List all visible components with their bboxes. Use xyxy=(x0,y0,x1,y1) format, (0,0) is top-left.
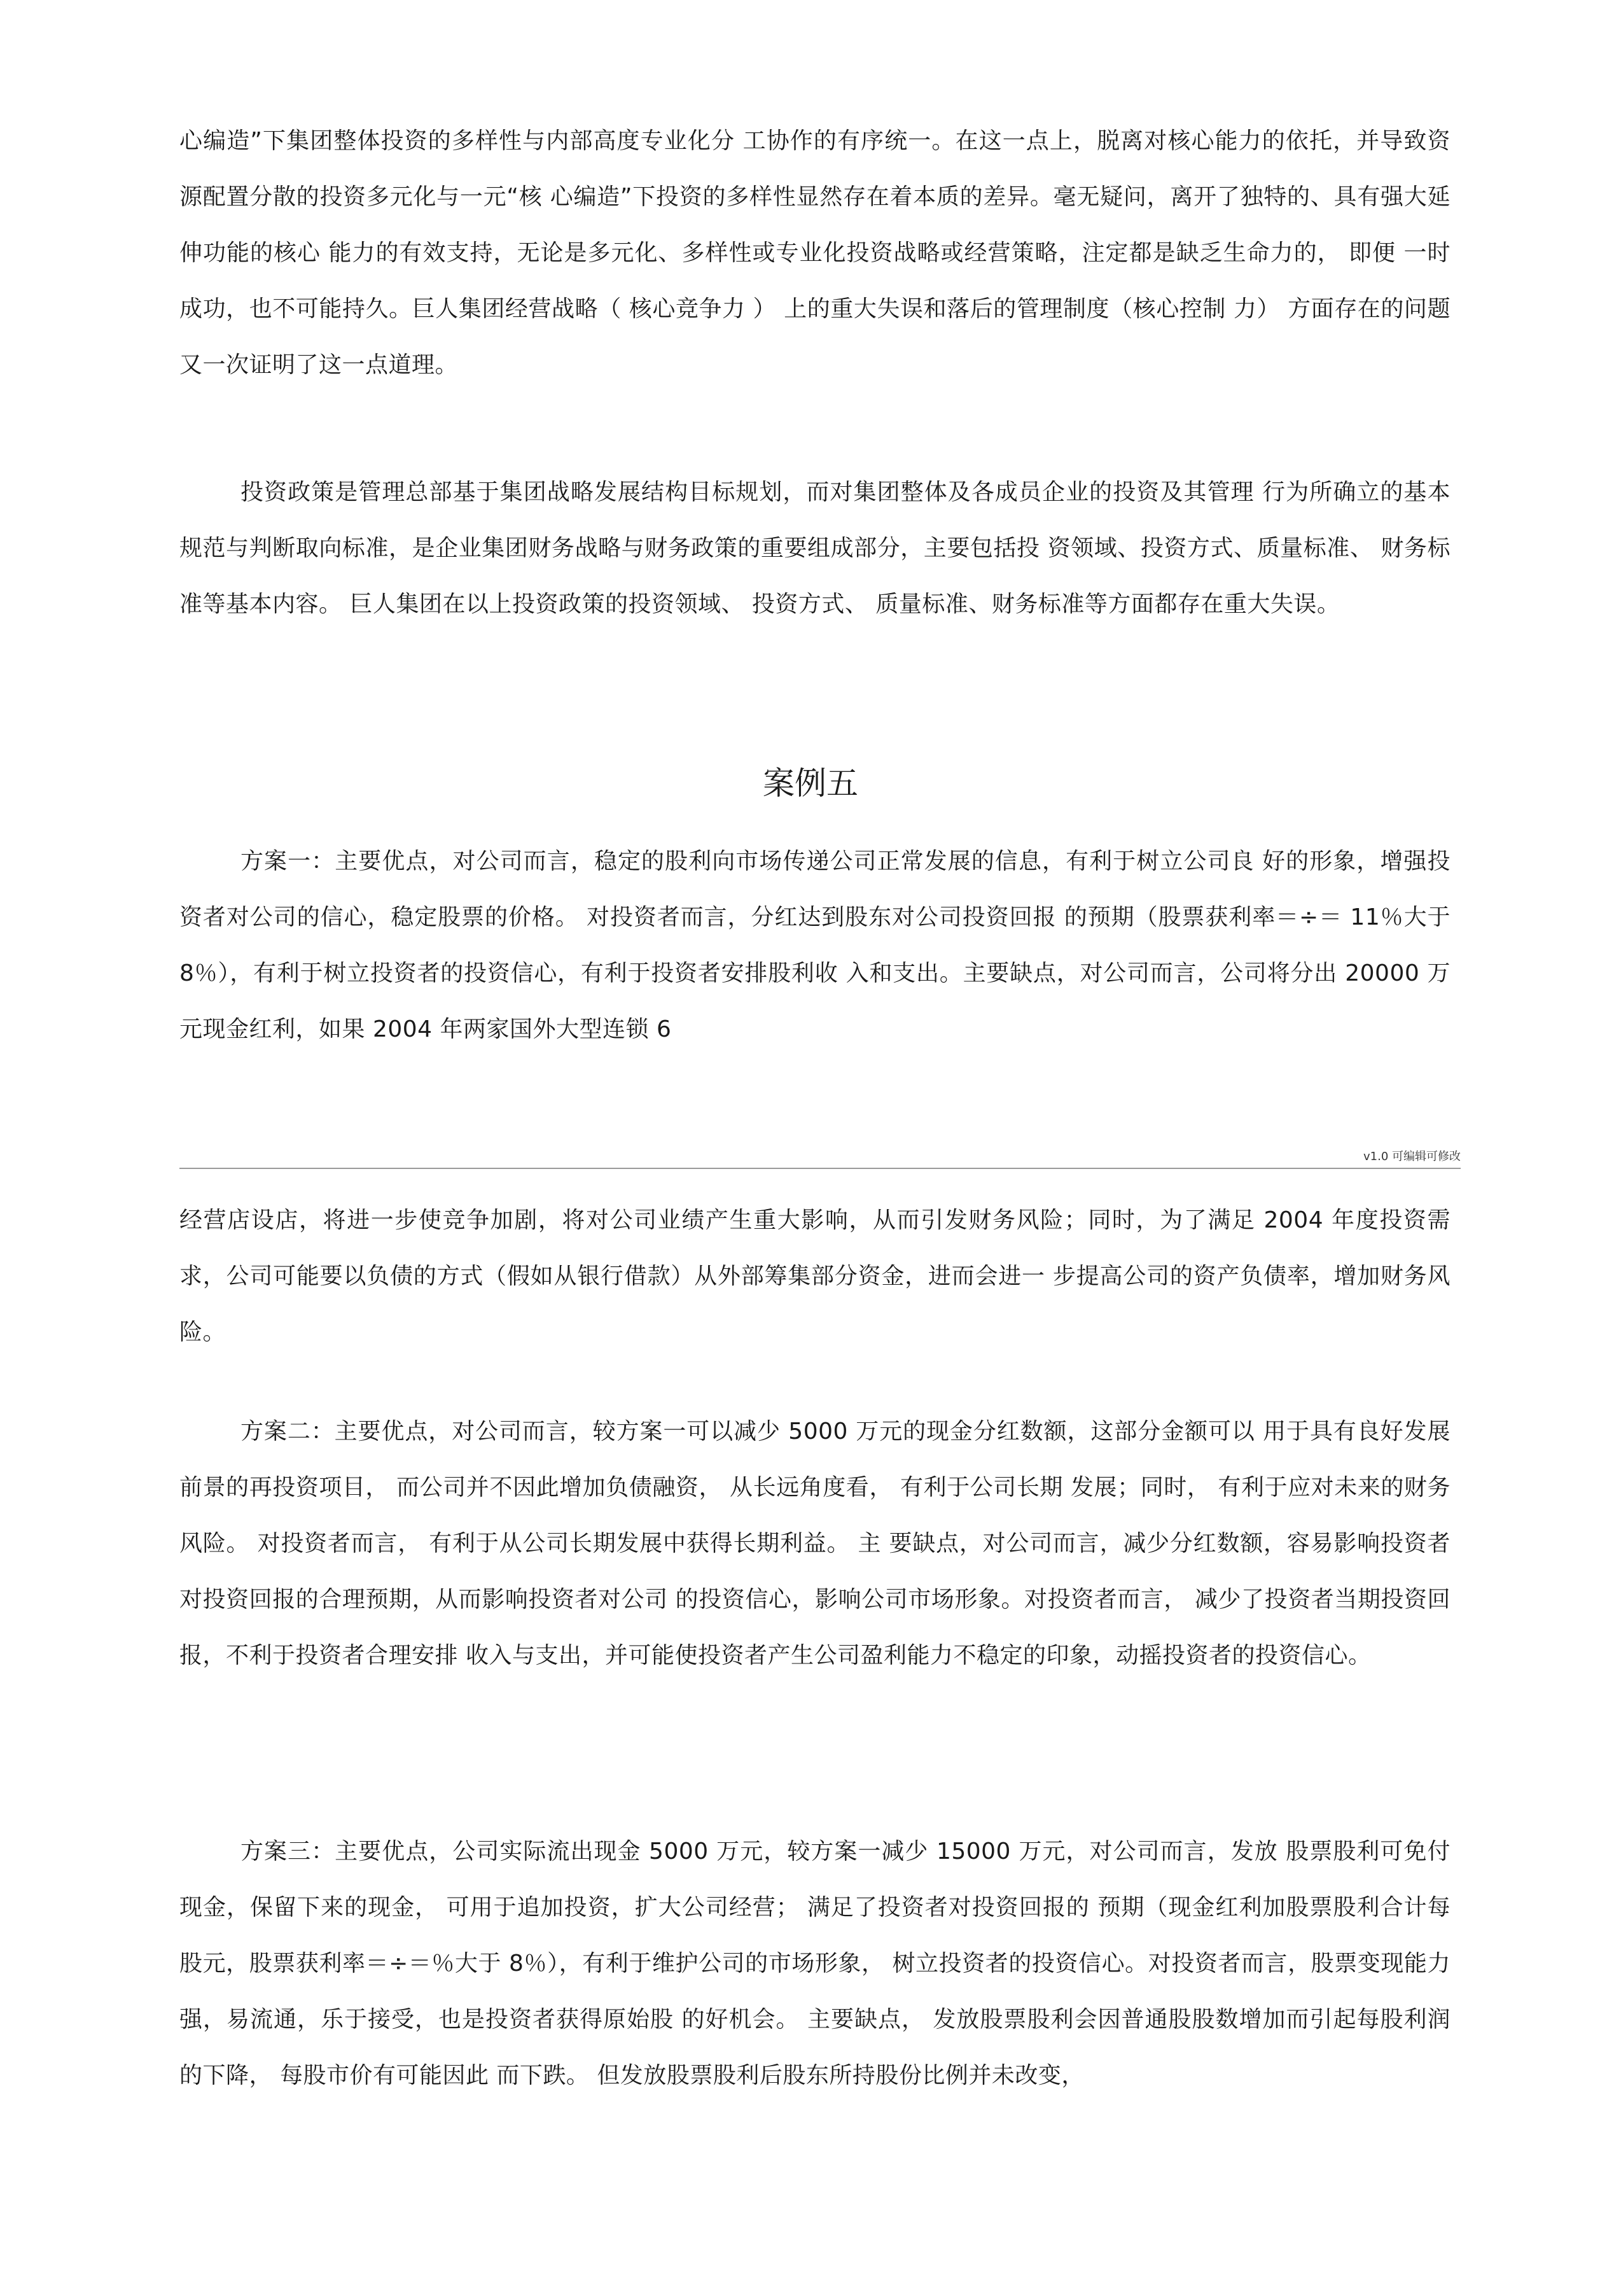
footer-version-note: v1.0 可编辑可修改 xyxy=(1363,1150,1461,1163)
paragraph-plan-three: 方案三：主要优点，公司实际流出现金 5000 万元，较方案一减少 15000 万元，对公司而言，发放 股票股利可免付现金，保留下来的现金， 可用于追加投资，扩大公司经营； 满足了投资者对投资回报的 预期（现金红利加股票股利合计每股元，股票获利率＝÷＝％大于 8％），有利于维护公司的市场形象， 树立投资者的投资信心。对投资者而言，股票变现能力强，易流通，乐于接受，也是投资者获得原始股 的好机会。 主要缺点， 发放股票股利会因普通股股数增加而引起每股利润的下降， 每股市价有可能因此 而下跌。 但发放股票股利后股东所持股份比例并未改变， xyxy=(179,1838,1451,2089)
paragraph-plan-one: 方案一：主要优点，对公司而言，稳定的股利向市场传递公司正常发展的信息，有利于树立公司良 好的形象，增强投资者对公司的信心，稳定股票的价格。 对投资者而言，分红达到股东对公司投资回报 的预期（股票获利率＝÷＝ 11％大于 8％），有利于树立投资者的投资信心，有利于投资者安排股利收 入和支出。主要缺点，对公司而言，公司将分出 20000 万元现金红利，如果 2004 年两家国外大型连锁 6 xyxy=(179,848,1451,1042)
paragraph-investment-policy: 投资政策是管理总部基于集团战略发展结构目标规划，而对集团整体及各成员企业的投资及其管理 行为所确立的基本规范与判断取向标准，是企业集团财务战略与财务政策的重要组成部分，主要包括投 资领域、投资方式、质量标准、 财务标准等基本内容。 巨人集团在以上投资政策的投资领域、 投资方式、 质量标准、财务标准等方面都存在重大失误。 xyxy=(179,479,1451,617)
paragraph-plan-two: 方案二：主要优点，对公司而言，较方案一可以减少 5000 万元的现金分红数额，这部分金额可以 用于具有良好发展前景的再投资项目， 而公司并不因此增加负债融资， 从长远角度看， 有利于公司长期 发展；同时， 有利于应对未来的财务风险。 对投资者而言， 有利于从公司长期发展中获得长期利益。 主 要缺点，对公司而言，减少分红数额，容易影响投资者对投资回报的合理预期，从而影响投资者对公司 的投资信心，影响公司市场形象。对投资者而言， 减少了投资者当期投资回报，不利于投资者合理安排 收入与支出，并可能使投资者产生公司盈利能力不稳定的印象，动摇投资者的投资信心。 xyxy=(179,1418,1451,1669)
footer-divider xyxy=(179,1168,1461,1169)
paragraph-continued-risk: 经营店设店，将进一步使竞争加剧，将对公司业绩产生重大影响，从而引发财务风险；同时，为了满足 2004 年度投资需求，公司可能要以负债的方式（假如从银行借款）从外部筹集部分资金，进而会进一 步提高公司的资产负债率，增加财务风险。 xyxy=(179,1207,1451,1345)
paragraph-core-capability: 心编造”下集团整体投资的多样性与内部高度专业化分 工协作的有序统一。在这一点上，脱离对核心能力的依托，并导致资源配置分散的投资多元化与一元“核 心编造”下投资的多样性显然存在着本质的差异。毫无疑问，离开了独特的、具有强大延伸功能的核心 能力的有效支持，无论是多元化、多样性或专业化投资战略或经营策略，注定都是缺乏生命力的， 即便 一时成功，也不可能持久。巨人集团经营战略（ 核心竞争力 ） 上的重大失误和落后的管理制度（核心控制 力） 方面存在的问题又一次证明了这一点道理。 xyxy=(179,128,1451,378)
section-heading-case-five: 案例五 xyxy=(763,765,858,802)
